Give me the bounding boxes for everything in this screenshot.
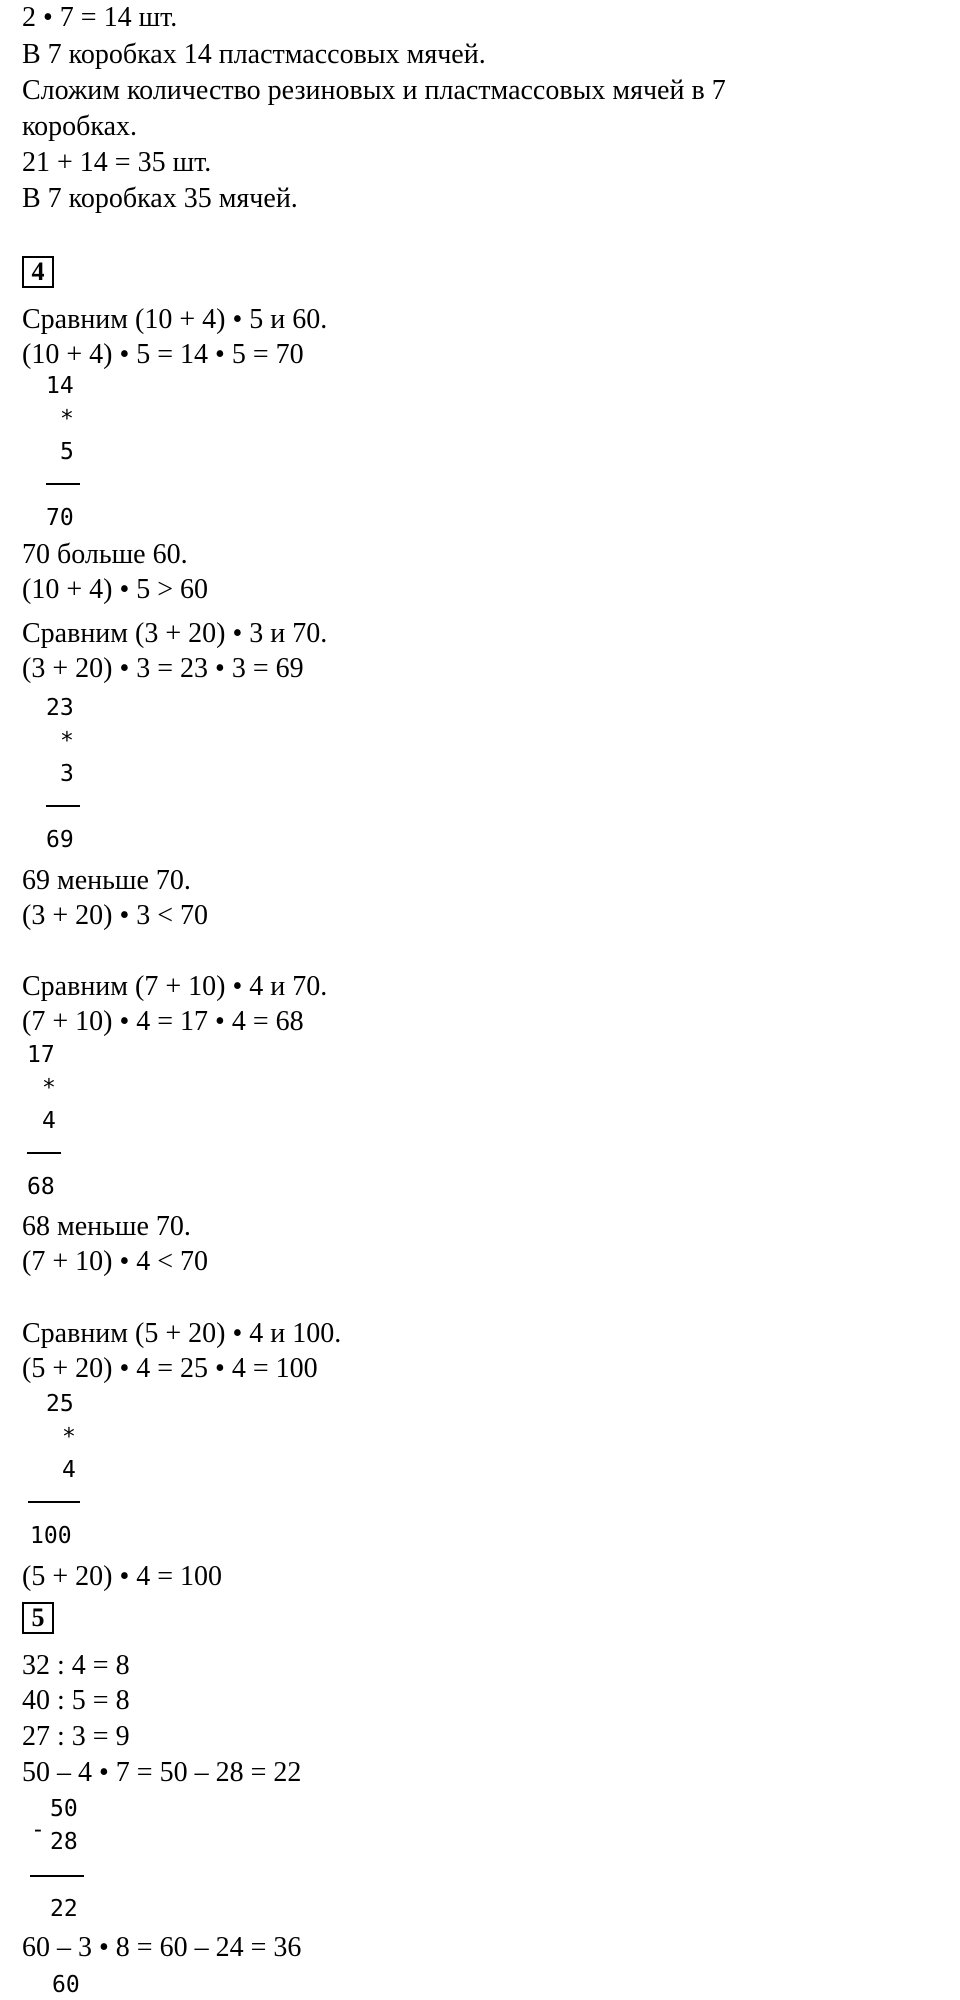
- text-line: 21 + 14 = 35 шт.: [22, 147, 212, 178]
- calc-operator: *: [60, 728, 74, 754]
- text-line: (3 + 20) • 3 = 23 • 3 = 69: [22, 653, 304, 684]
- text-line: Сравним (10 + 4) • 5 и 60.: [22, 304, 328, 335]
- text-line: (7 + 10) • 4 = 17 • 4 = 68: [22, 1006, 304, 1037]
- text-line: 70 больше 60.: [22, 539, 188, 570]
- calc-rule: [46, 805, 80, 807]
- text-line: В 7 коробках 35 мячей.: [22, 183, 298, 214]
- calc-result: 68: [27, 1174, 55, 1200]
- text-line: В 7 коробках 14 пластмассовых мячей.: [22, 39, 486, 70]
- calc-operator: *: [62, 1424, 76, 1450]
- text-line: (5 + 20) • 4 = 100: [22, 1561, 223, 1592]
- calc-top-operand: 14: [46, 373, 74, 399]
- text-line: 69 меньше 70.: [22, 865, 191, 896]
- text-line: (10 + 4) • 5 = 14 • 5 = 70: [22, 339, 304, 370]
- calc-result: 22: [50, 1896, 78, 1922]
- text-line: 50 – 4 • 7 = 50 – 28 = 22: [22, 1757, 302, 1788]
- calc-rule: [46, 483, 80, 485]
- calc-bottom-operand: 4: [62, 1457, 76, 1483]
- calc-rule: [28, 1501, 80, 1503]
- text-line: Сравним (5 + 20) • 4 и 100.: [22, 1318, 342, 1349]
- calc-bottom-operand: 3: [60, 761, 74, 787]
- text-line: 27 : 3 = 9: [22, 1721, 130, 1752]
- text-line: 32 : 4 = 8: [22, 1650, 130, 1681]
- text-line: (5 + 20) • 4 = 25 • 4 = 100: [22, 1353, 318, 1384]
- text-line: Сравним (7 + 10) • 4 и 70.: [22, 971, 328, 1002]
- calc-operator: *: [42, 1075, 56, 1101]
- text-line: Сравним (3 + 20) • 3 и 70.: [22, 618, 328, 649]
- text-line: (10 + 4) • 5 > 60: [22, 574, 209, 605]
- calc-bottom-operand: 4: [42, 1108, 56, 1134]
- text-line: (7 + 10) • 4 < 70: [22, 1246, 209, 1277]
- text-line: 60 – 3 • 8 = 60 – 24 = 36: [22, 1932, 302, 1963]
- text-line: 40 : 5 = 8: [22, 1685, 130, 1716]
- text-line: Сложим количество резиновых и пластмассовых мячей в 7: [22, 75, 726, 106]
- calc-operator: -: [31, 1817, 45, 1843]
- calc-top-operand: 25: [46, 1391, 74, 1417]
- task-number-box: 4: [22, 256, 54, 288]
- calc-rule: [30, 1875, 84, 1877]
- calc-bottom-operand: 28: [50, 1829, 78, 1855]
- calc-top-operand: 50: [50, 1796, 78, 1822]
- calc-top-operand: 60: [52, 1972, 80, 1998]
- text-line: (3 + 20) • 3 < 70: [22, 900, 209, 931]
- text-line: 2 • 7 = 14 шт.: [22, 2, 178, 33]
- calc-rule: [27, 1152, 61, 1154]
- calc-result: 100: [30, 1523, 72, 1549]
- text-line: 68 меньше 70.: [22, 1211, 191, 1242]
- calc-result: 69: [46, 827, 74, 853]
- task-number-box: 5: [22, 1602, 54, 1634]
- calc-top-operand: 17: [27, 1042, 55, 1068]
- text-line: коробках.: [22, 111, 138, 142]
- calc-top-operand: 23: [46, 695, 74, 721]
- calc-bottom-operand: 5: [60, 439, 74, 465]
- calc-result: 70: [46, 505, 74, 531]
- calc-operator: *: [60, 406, 74, 432]
